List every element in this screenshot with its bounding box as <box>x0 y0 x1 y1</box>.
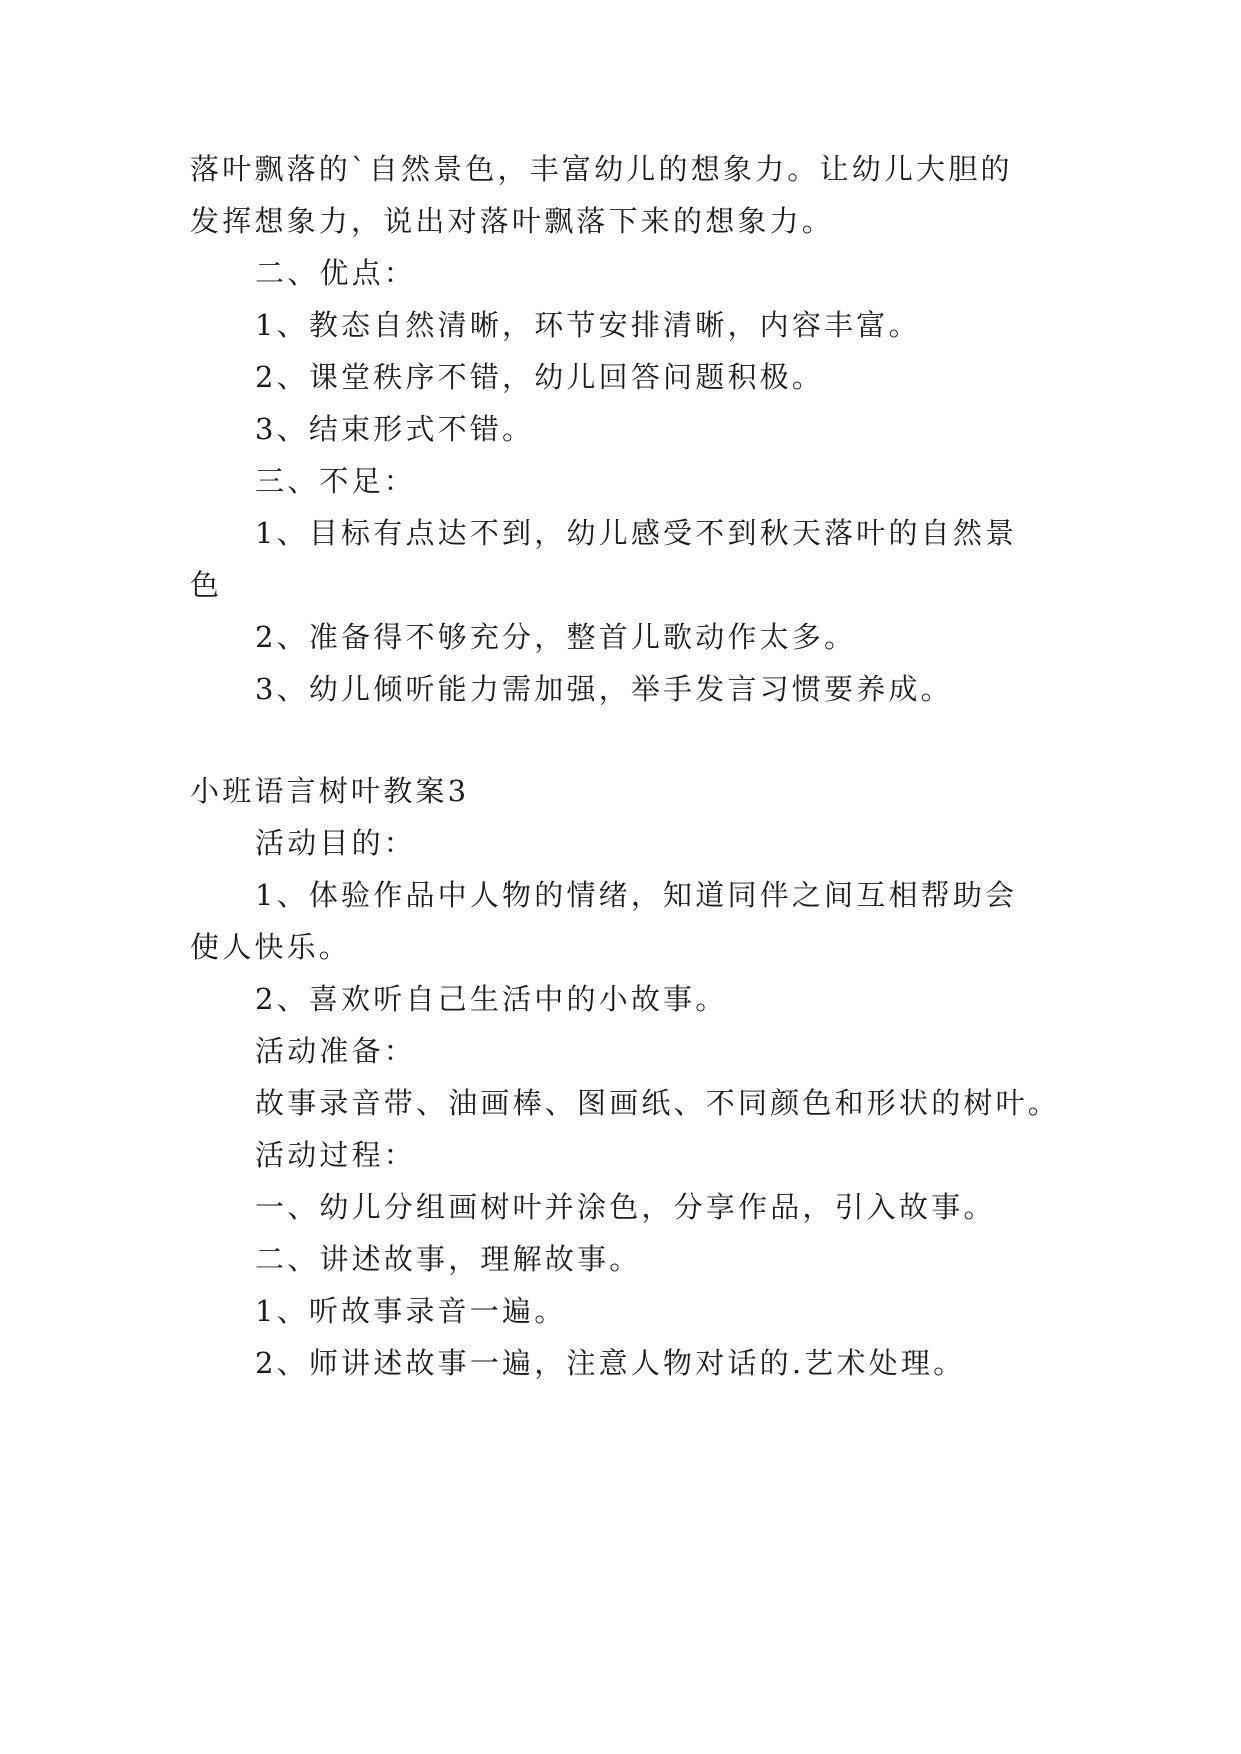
section-heading: 活动目的： <box>255 826 417 860</box>
section-heading: 三、不足： <box>255 464 417 498</box>
section-heading: 活动准备： <box>255 1034 417 1068</box>
paragraph-line: 发挥想象力，说出对落叶飘落下来的想象力。 <box>190 204 835 238</box>
list-item: 3、结束形式不错。 <box>255 412 535 446</box>
list-item: 2、课堂秩序不错，幼儿回答问题积极。 <box>255 360 825 394</box>
list-item: 2、准备得不够充分，整首儿歌动作太多。 <box>255 620 857 654</box>
list-item: 3、幼儿倾听能力需加强，举手发言习惯要养成。 <box>255 672 953 706</box>
list-item: 二、讲述故事，理解故事。 <box>255 1242 642 1276</box>
paragraph-line: 色 <box>190 568 223 602</box>
section-heading: 活动过程： <box>255 1138 417 1172</box>
list-item: 1、目标有点达不到，幼儿感受不到秋天落叶的自然景 <box>255 516 1018 550</box>
document-title: 小班语言树叶教案3 <box>190 774 470 808</box>
paragraph-line: 落叶飘落的`自然景色，丰富幼儿的想象力。让幼儿大胆的 <box>190 152 1013 186</box>
list-item: 2、师讲述故事一遍，注意人物对话的.艺术处理。 <box>255 1346 966 1380</box>
paragraph-line: 使人快乐。 <box>190 930 352 964</box>
list-item: 1、体验作品中人物的情绪，知道同伴之间互相帮助会 <box>255 878 1018 912</box>
list-item: 2、喜欢听自己生活中的小故事。 <box>255 982 728 1016</box>
list-item: 一、幼儿分组画树叶并涂色，分享作品，引入故事。 <box>255 1190 996 1224</box>
list-item: 1、教态自然清晰，环节安排清晰，内容丰富。 <box>255 308 921 342</box>
paragraph-line: 故事录音带、油画棒、图画纸、不同颜色和形状的树叶。 <box>255 1086 1061 1120</box>
list-item: 1、听故事录音一遍。 <box>255 1294 567 1328</box>
section-heading: 二、优点： <box>255 256 417 290</box>
